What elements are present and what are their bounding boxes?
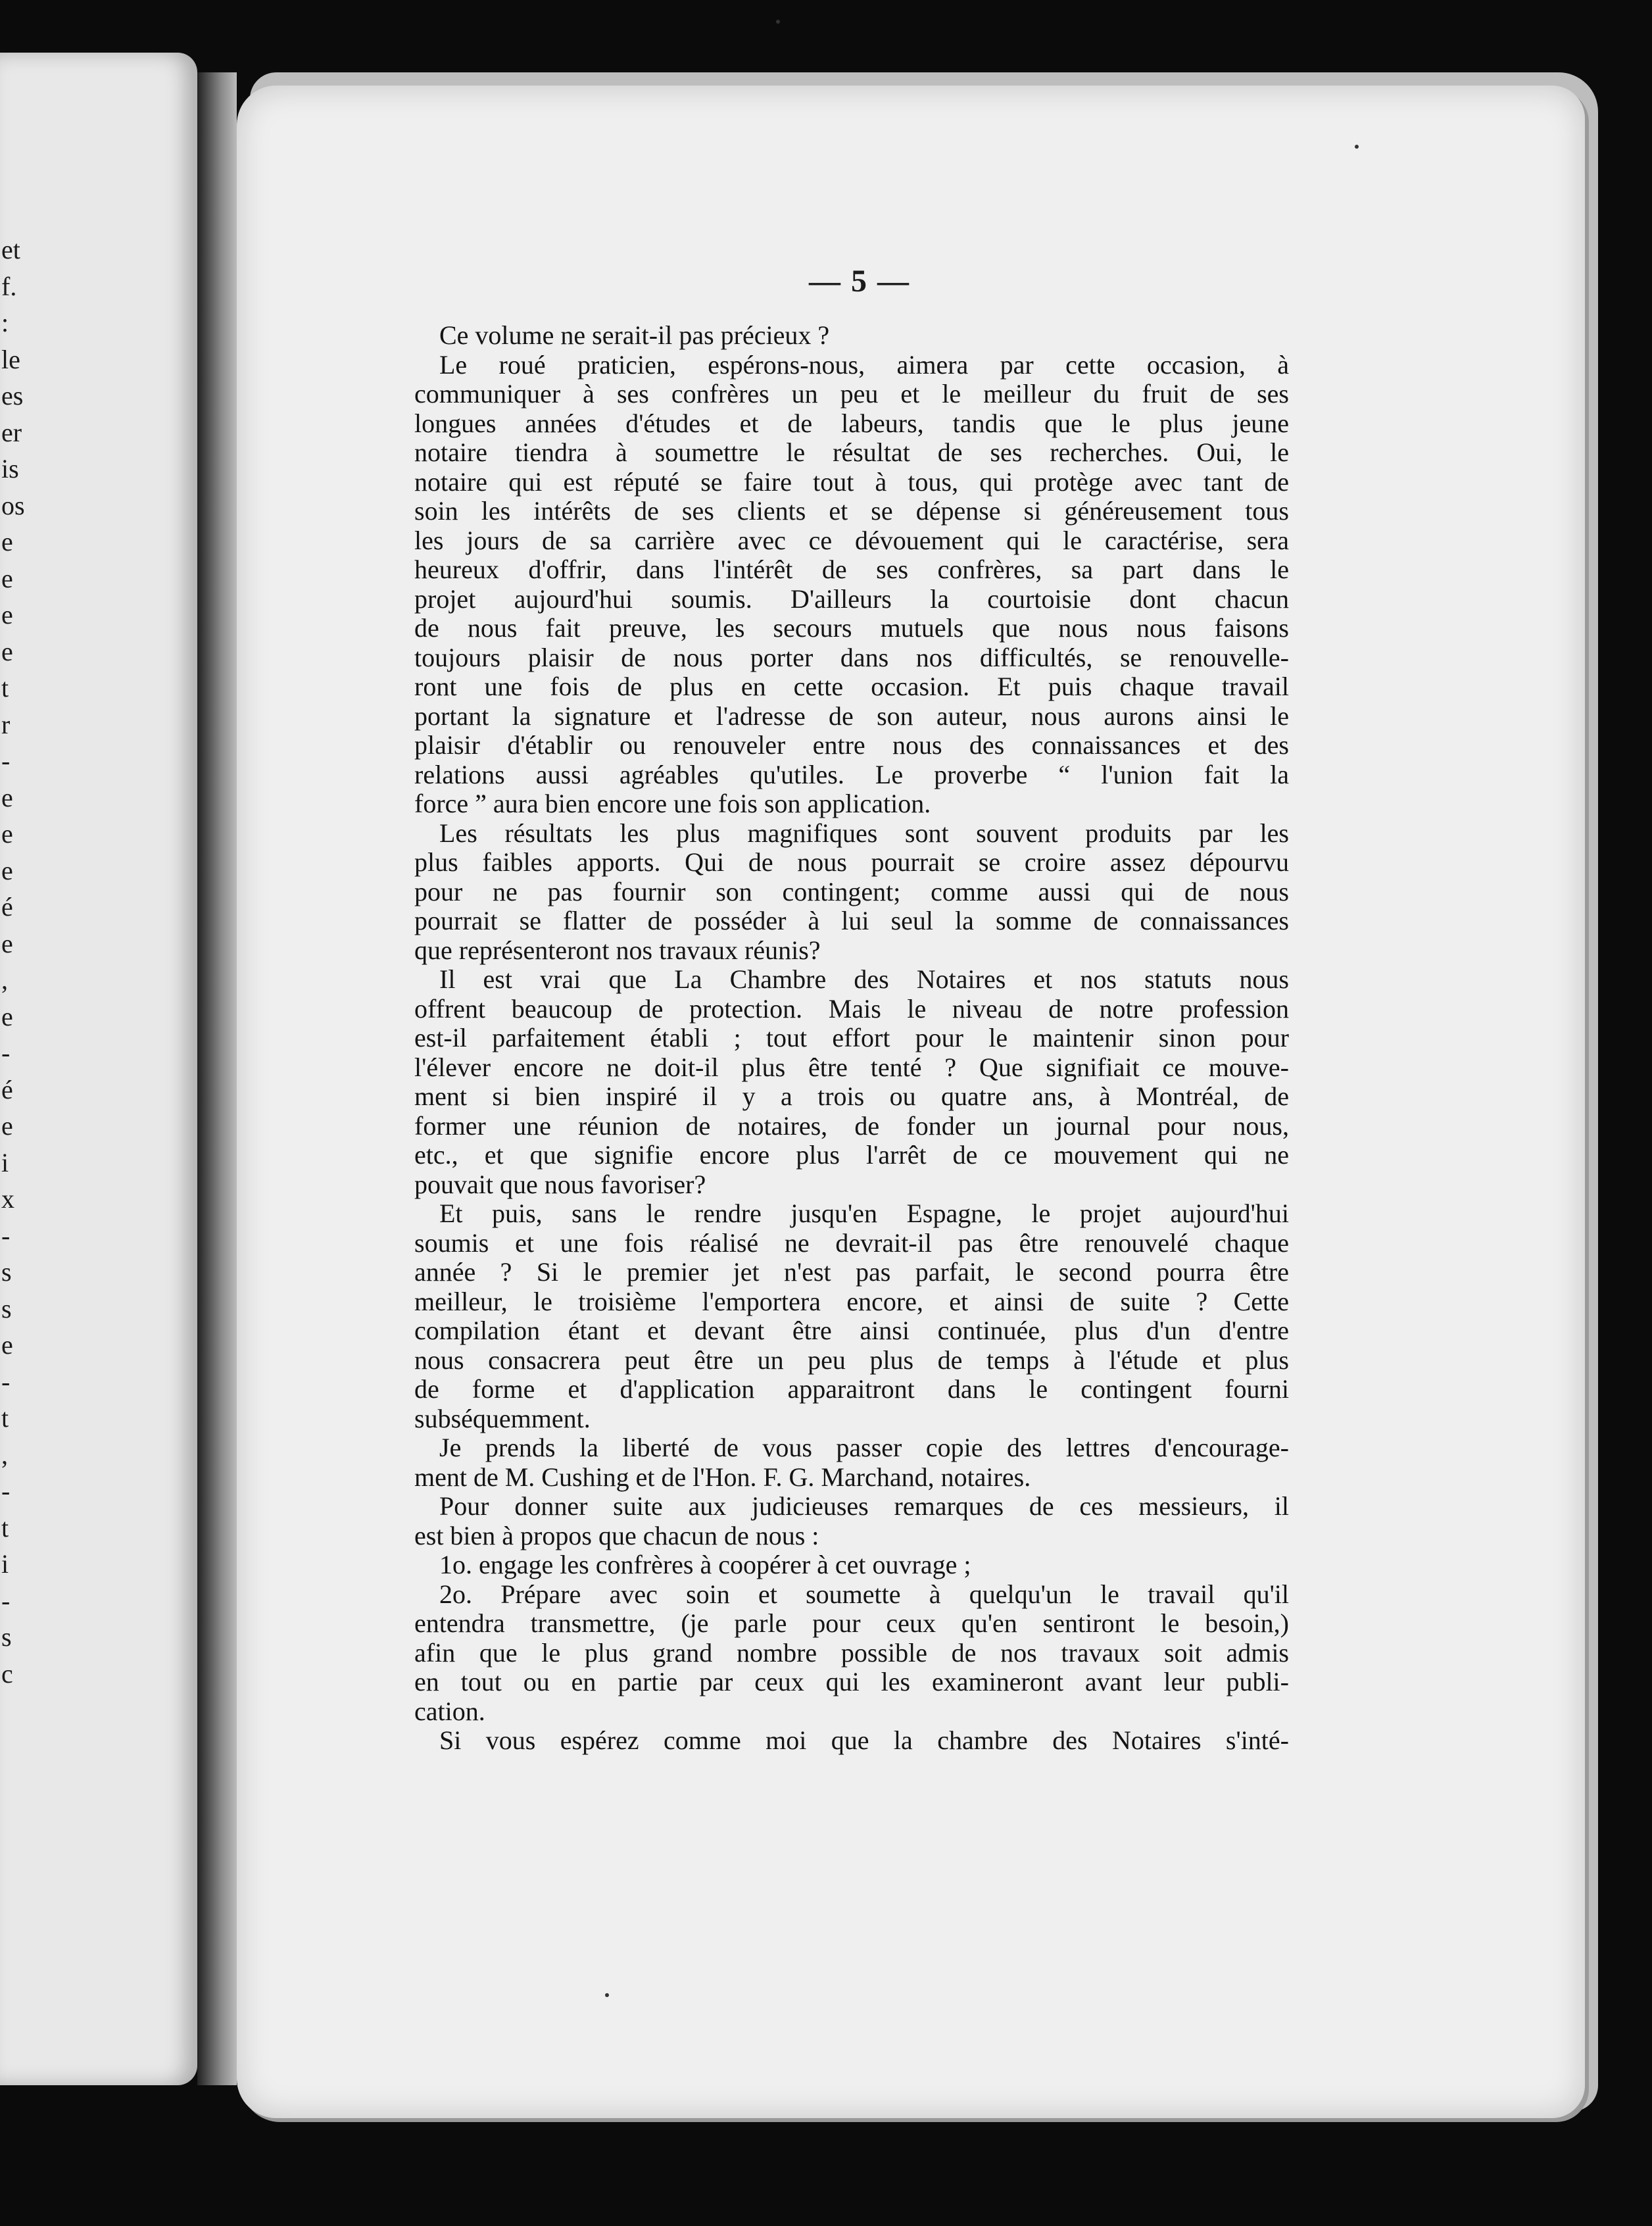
text-fragment: e xyxy=(1,855,13,885)
text-fragment: - xyxy=(1,1476,11,1506)
text-line: 2o. Prépare avec soin et soumette à quelqu'un le travail qu'il xyxy=(439,1579,1289,1609)
text-fragment: i xyxy=(1,1549,9,1579)
text-fragment: - xyxy=(1,1585,11,1616)
text-line: heureux d'offrir, dans l'intérêt de ses confrères, sa part dans le xyxy=(414,555,1289,584)
text-line: Le roué praticien, espérons-nous, aimera par cette occasion, à xyxy=(439,349,1289,380)
text-line: notaire qui est réputé se faire tout à tous, qui protège avec tant de xyxy=(414,466,1289,497)
page-body-text xyxy=(414,321,1289,1756)
text-line: Si vous espérez comme moi que la chambre des Notaires s'inté- xyxy=(439,1725,1289,1755)
text-fragment: - xyxy=(1,746,11,776)
text-line: portant la signature et l'adresse de son auteur, nous aurons ainsi le xyxy=(414,701,1289,731)
text-fragment: : xyxy=(1,308,9,337)
text-fragment: t xyxy=(1,1512,9,1543)
previous-page-text-fragments xyxy=(0,53,39,2085)
text-line: force ” aura bien encore une fois son application. xyxy=(414,789,931,818)
text-line: plaisir d'établir ou renouveler entre nous des connaissances et des xyxy=(414,730,1289,760)
text-line: plus faibles apports. Qui de nous pourrait se croire assez dépourvu xyxy=(414,847,1289,877)
text-fragment: é xyxy=(1,892,13,922)
text-line: entendra transmettre, (je parle pour ceux qu'en sentiront le besoin,) xyxy=(414,1608,1289,1638)
text-line: pourrait se flatter de posséder à lui seul la somme de connaissances xyxy=(414,906,1289,935)
text-fragment: , xyxy=(1,965,8,995)
text-line: afin que le plus grand nombre possible de nos travaux soit admis xyxy=(414,1637,1289,1668)
text-line: longues années d'études et de labeurs, tandis que le plus jeune xyxy=(414,408,1289,438)
text-line: nous consacrera peut être un peu plus de temps à l'étude et plus xyxy=(414,1345,1289,1375)
text-line: communiquer à ses confrères un peu et le meilleur du fruit de ses xyxy=(414,379,1289,408)
text-fragment: - xyxy=(1,1038,11,1068)
book-binding xyxy=(197,72,237,2085)
text-line: former une réunion de notaires, de fonder un journal pour nous, xyxy=(414,1110,1289,1141)
text-fragment: s xyxy=(1,1622,12,1652)
text-line: Les résultats les plus magnifiques sont souvent produits par les xyxy=(439,818,1289,848)
text-line: Je prends la liberté de vous passer copie des lettres d'encourage- xyxy=(439,1433,1289,1462)
text-line: 1o. engage les confrères à coopérer à cet ouvrage ; xyxy=(439,1550,971,1579)
text-fragment: t xyxy=(1,673,9,703)
text-fragment: , xyxy=(1,1439,8,1470)
text-fragment: e xyxy=(1,527,13,556)
text-fragment: f. xyxy=(1,271,17,301)
text-line: soin les intérêts de ses clients et se dépense si généreusement tous xyxy=(414,496,1289,526)
text-fragment: e xyxy=(1,819,13,849)
text-line: pouvait que nous favoriser? xyxy=(414,1169,706,1199)
text-line: Ce volume ne serait-il pas précieux ? xyxy=(439,320,830,350)
text-line: Il est vrai que La Chambre des Notaires et nos statuts nous xyxy=(439,964,1289,994)
text-line: compilation étant et devant être ainsi continuée, plus d'un d'entre xyxy=(414,1316,1289,1345)
text-fragment: e xyxy=(1,636,13,666)
text-line: offrent beaucoup de protection. Mais le niveau de notre profession xyxy=(414,993,1289,1024)
previous-page-fragment xyxy=(0,53,197,2085)
text-line: l'élever encore ne doit-il plus être tenté ? Que signifiait ce mouve- xyxy=(414,1052,1289,1082)
text-fragment: is xyxy=(1,454,19,483)
dust-speck xyxy=(1355,145,1359,149)
dust-speck xyxy=(605,1993,609,1997)
text-line: pour ne pas fournir son contingent; comme aussi qui de nous xyxy=(414,876,1289,906)
text-line: les jours de sa carrière avec ce dévouement qui le caractérise, sera xyxy=(414,525,1289,555)
text-line: année ? Si le premier jet n'est pas parfait, le second pourra être xyxy=(414,1257,1289,1287)
text-fragment: le xyxy=(1,344,20,374)
text-fragment: é xyxy=(1,1074,13,1104)
text-fragment: x xyxy=(1,1184,14,1214)
page-number: — 5 — xyxy=(809,264,910,299)
text-line: est-il parfaitement établi ; tout effort pour le maintenir sinon pour xyxy=(414,1023,1289,1052)
text-line: ront une fois de plus en cette occasion. Et puis chaque travail xyxy=(414,672,1289,701)
text-fragment: t xyxy=(1,1403,9,1433)
text-line: Et puis, sans le rendre jusqu'en Espagne, le projet aujourd'hui xyxy=(439,1199,1289,1228)
dust-speck xyxy=(776,20,780,24)
text-fragment: e xyxy=(1,563,13,593)
text-line: Pour donner suite aux judicieuses remarques de ces messieurs, il xyxy=(439,1491,1289,1521)
text-line: de forme et d'application apparaitront dans le contingent fourni xyxy=(414,1374,1289,1404)
text-fragment: s xyxy=(1,1257,12,1287)
text-fragment: - xyxy=(1,1220,11,1250)
text-fragment: es xyxy=(1,381,24,410)
text-fragment: e xyxy=(1,1111,13,1141)
text-fragment: e xyxy=(1,600,13,630)
text-fragment: i xyxy=(1,1147,9,1177)
text-fragment: et xyxy=(1,235,20,264)
text-fragment: s xyxy=(1,1293,12,1323)
text-fragment: - xyxy=(1,1366,11,1397)
text-fragment: e xyxy=(1,1001,13,1031)
text-fragment: os xyxy=(1,490,25,520)
text-line: cation. xyxy=(414,1696,485,1726)
text-line: est bien à propos que chacun de nous : xyxy=(414,1520,819,1550)
text-fragment: e xyxy=(1,1330,13,1360)
text-fragment: er xyxy=(1,417,22,447)
text-fragment: c xyxy=(1,1658,13,1689)
text-line: de nous fait preuve, les secours mutuels que nous nous faisons xyxy=(414,613,1289,643)
text-line: notaire tiendra à soumettre le résultat de ses recherches. Oui, le xyxy=(414,437,1289,467)
text-line: ment si bien inspiré il y a trois ou quatre ans, à Montréal, de xyxy=(414,1081,1289,1111)
text-fragment: r xyxy=(1,709,11,739)
text-line: soumis et une fois réalisé ne devrait-il pas être renouvelé chaque xyxy=(414,1227,1289,1258)
text-line: meilleur, le troisième l'emportera encore, et ainsi de suite ? Cette xyxy=(414,1286,1289,1316)
text-fragment: e xyxy=(1,782,13,812)
text-line: ment de M. Cushing et de l'Hon. F. G. Marchand, notaires. xyxy=(414,1462,1031,1492)
text-line: relations aussi agréables qu'utiles. Le proverbe “ l'union fait la xyxy=(414,759,1289,789)
text-line: que représenteront nos travaux réunis? xyxy=(414,935,821,965)
text-line: en tout ou en partie par ceux qui les examineront avant leur publi- xyxy=(414,1667,1289,1696)
text-line: projet aujourd'hui soumis. D'ailleurs la courtoisie dont chacun xyxy=(414,583,1289,614)
text-fragment: e xyxy=(1,928,13,958)
text-line: subséquemment. xyxy=(414,1403,591,1433)
text-line: etc., et que signifie encore plus l'arrêt de ce mouvement qui ne xyxy=(414,1140,1289,1170)
text-line: toujours plaisir de nous porter dans nos difficultés, se renouvelle- xyxy=(414,642,1289,672)
